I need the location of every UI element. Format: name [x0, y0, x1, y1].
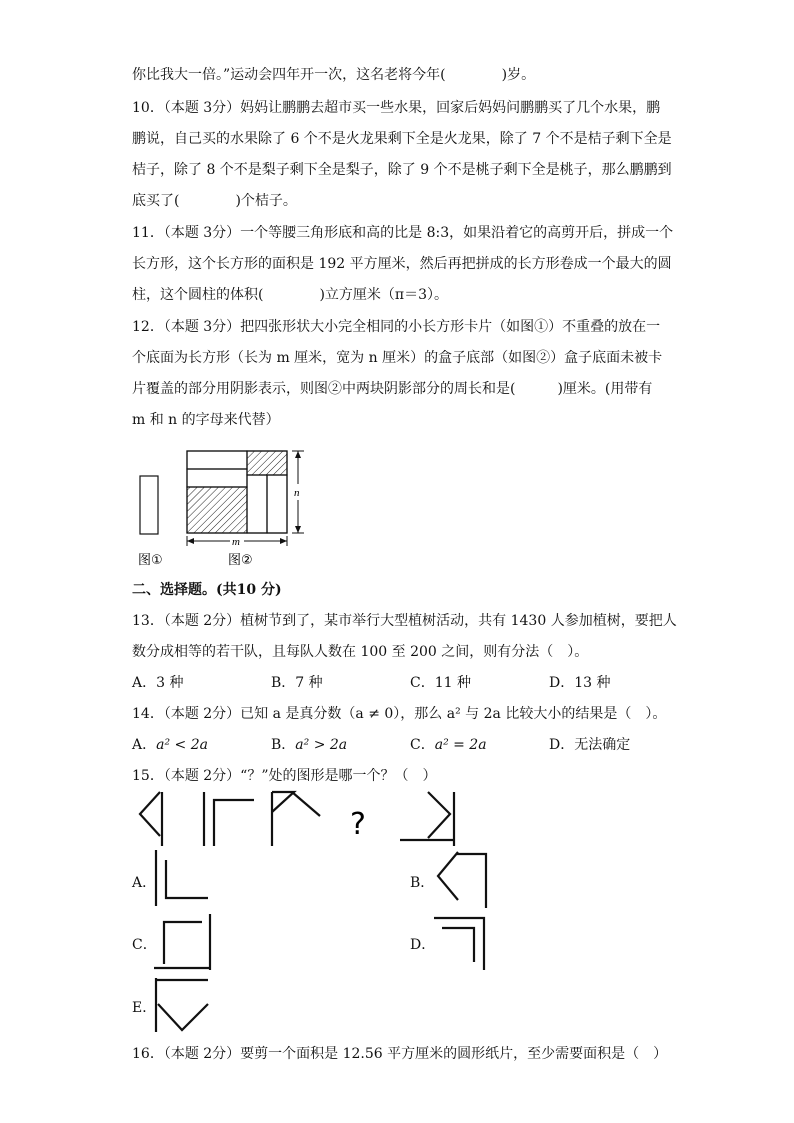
q15-option-a-figure: [152, 848, 212, 908]
q14-option-b: [271, 736, 347, 754]
q12-figure: [132, 446, 332, 571]
q15-option-a: A．: [132, 875, 157, 891]
m-label: m: [232, 536, 240, 548]
fig2-shade-top-right: [247, 451, 287, 475]
fig1-caption: 图①: [138, 553, 163, 568]
q10-line1: 10．（本题 3分）妈妈让鹏鹏去超市买一些水果，回家后妈妈问鹏鹏买了几个水果，鹏: [132, 100, 661, 116]
q14-option-c-label: C．: [410, 737, 435, 753]
fig1-card: [140, 476, 158, 534]
q13-option-c: C．11 种: [410, 675, 471, 691]
q15-option-b: B．: [410, 875, 435, 891]
q15-option-c-figure: [152, 912, 212, 972]
q13-option-b: B．7 种: [271, 675, 323, 691]
q12-line2: 个底面为长方形（长为 m 厘米，宽为 n 厘米）的盒子底部（如图②）盒子底面未被卡: [132, 350, 663, 366]
q14-option-c-expr: a² = 2a: [434, 737, 487, 753]
q13-line1: 13．（本题 2分）植树节到了，某市举行大型植树活动，共有 1430 人参加植树，要把人: [132, 613, 677, 629]
q14-option-a-label: A．: [132, 737, 157, 753]
q12-line4: m 和 n 的字母来代替）: [132, 412, 280, 428]
question-mark: ?: [350, 807, 366, 842]
q15-option-d-figure: [432, 912, 492, 972]
fig2-caption: 图②: [228, 553, 253, 568]
q11-line1: 11．（本题 3分）一个等腰三角形底和高的比是 8:3，如果沿着它的高剪开后，拼成一个: [132, 225, 674, 241]
q13-option-a: A．3 种: [132, 675, 184, 691]
q15-option-e: E．: [132, 1000, 157, 1016]
q14-option-a-expr: a² < 2a: [156, 737, 208, 753]
fig2-card-right1: [247, 475, 267, 533]
q14-option-b-label: B．: [271, 737, 296, 753]
fig2-card-top1: [187, 451, 247, 469]
q15-option-e-figure: [152, 974, 212, 1034]
q11-line3: 柱，这个圆柱的体积( )立方厘米（π＝3）。: [132, 287, 449, 303]
section-2-heading: 二、选择题。(共10 分): [132, 582, 282, 598]
q12-line3: 片覆盖的部分用阴影表示，则图②中两块阴影部分的周长和是( )厘米。(用带有: [132, 381, 653, 397]
q15-option-d: D．: [410, 937, 436, 953]
q14-option-c: [410, 736, 487, 754]
q12-line1: 12．（本题 3分）把四张形状大小完全相同的小长方形卡片（如图①）不重叠的放在一: [132, 319, 661, 335]
q14-option-b-expr: a² > 2a: [295, 737, 348, 753]
fig2-card-right2: [267, 475, 287, 533]
q14-option-a: [132, 736, 208, 754]
q11-line2: 长方形，这个长方形的面积是 192 平方厘米，然后再把拼成的长方形卷成一个最大的圆: [132, 256, 672, 272]
q15-option-b-figure: [432, 850, 492, 910]
q14-line: 14．（本题 2分）已知 a 是真分数（a ≠ 0），那么 a² 与 2a 比较大小的结果是（ ）。: [132, 706, 667, 722]
q10-line4: 底买了( )个桔子。: [132, 193, 297, 209]
q9-tail-line: 你比我大一倍。”运动会四年开一次，这名老将今年( )岁。: [132, 67, 536, 83]
q16-line: 16．（本题 2分）要剪一个面积是 12.56 平方厘米的圆形纸片，至少需要面积是（ ）: [132, 1046, 668, 1062]
n-label: n: [294, 487, 300, 499]
q10-line3: 桔子，除了 8 个不是梨子剩下全是梨子，除了 9 个不是桃子剩下全是桃子，那么鹏鹏到: [132, 162, 672, 178]
q15-line: 15．（本题 2分）“？”处的图形是哪一个？（ ）: [132, 768, 437, 784]
seq-item-1: [140, 792, 160, 836]
q13-option-d: D．13 种: [549, 675, 611, 691]
q10-line2: 鹏说，自己买的水果除了 6 个不是火龙果剩下全是火龙果，除了 7 个不是桔子剩下全是: [132, 131, 672, 147]
q13-line2: 数分成相等的若干队，且每队人数在 100 至 200 之间，则有分法（ ）。: [132, 644, 589, 660]
fig2-card-top2: [187, 469, 247, 487]
q15-option-c: C．: [132, 937, 157, 953]
q14-option-d: D．无法确定: [549, 737, 631, 753]
fig2-shade-bottom-left: [187, 487, 247, 533]
q15-sequence-figure: [132, 790, 462, 850]
